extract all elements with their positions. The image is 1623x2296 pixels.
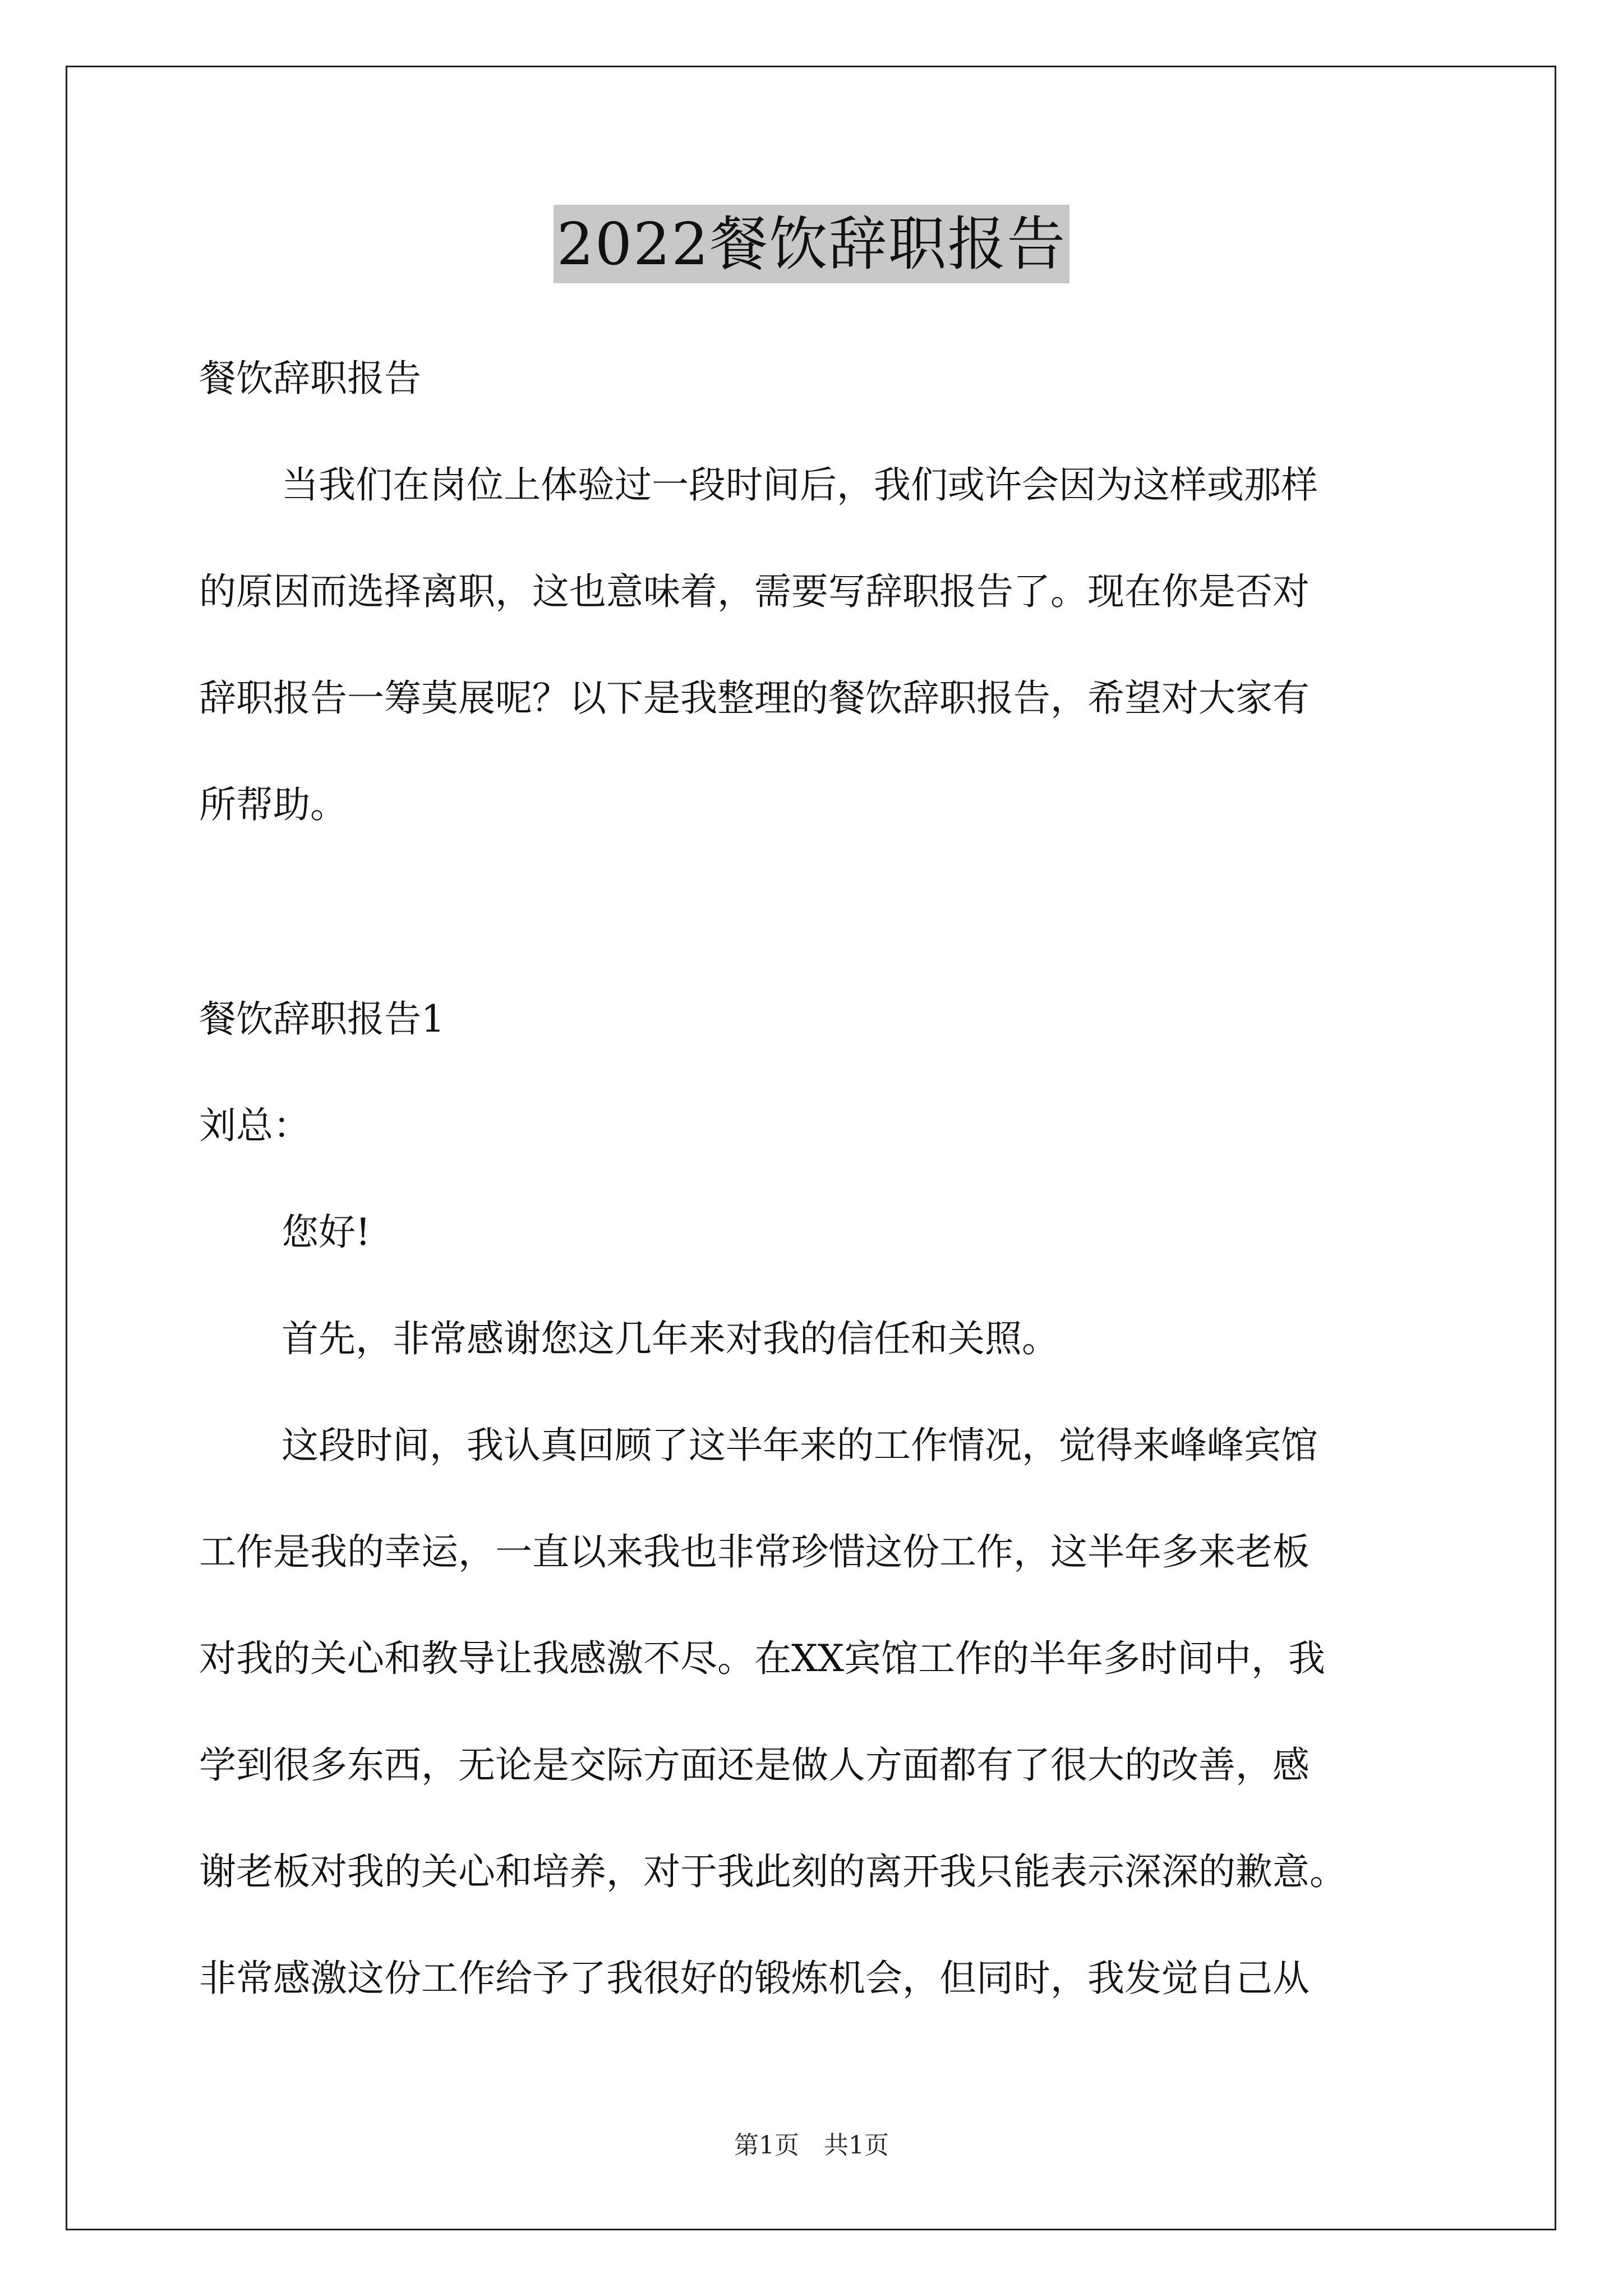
page-footer: 第1页 共1页 xyxy=(734,2131,889,2160)
paragraph-line: 非常感激这份工作给予了我很好的锻炼机会，但同时，我发觉自己从 xyxy=(199,1957,1310,2000)
section-heading: 餐饮辞职报告 xyxy=(199,357,421,400)
document-title: 2022餐饮辞职报告 xyxy=(554,205,1070,283)
paragraph-line: 当我们在岗位上体验过一段时间后，我们或许会因为这样或那样 xyxy=(282,463,1318,507)
greeting: 您好! xyxy=(282,1211,371,1254)
section-heading: 餐饮辞职报告1 xyxy=(199,997,445,1041)
paragraph-line: 谢老板对我的关心和培养，对于我此刻的离开我只能表示深深的歉意。 xyxy=(199,1850,1347,1893)
paragraph-line: 对我的关心和教导让我感激不尽。在XX宾馆工作的半年多时间中，我 xyxy=(199,1637,1325,1680)
paragraph-line: 辞职报告一筹莫展呢？以下是我整理的餐饮辞职报告，希望对大家有 xyxy=(199,677,1310,720)
paragraph-line: 首先，非常感谢您这几年来对我的信任和关照。 xyxy=(282,1317,1059,1360)
paragraph-line: 这段时间，我认真回顾了这半年来的工作情况，觉得来峰峰宾馆 xyxy=(282,1424,1318,1467)
title-container xyxy=(0,205,1623,283)
paragraph-line: 工作是我的幸运，一直以来我也非常珍惜这份工作，这半年多来老板 xyxy=(199,1530,1310,1573)
paragraph-line: 学到很多东西，无论是交际方面还是做人方面都有了很大的改善，感 xyxy=(199,1743,1310,1787)
salutation: 刘总： xyxy=(199,1104,310,1147)
paragraph-line: 所帮助。 xyxy=(199,783,347,826)
paragraph-line: 的原因而选择离职，这也意味着，需要写辞职报告了。现在你是否对 xyxy=(199,570,1310,613)
